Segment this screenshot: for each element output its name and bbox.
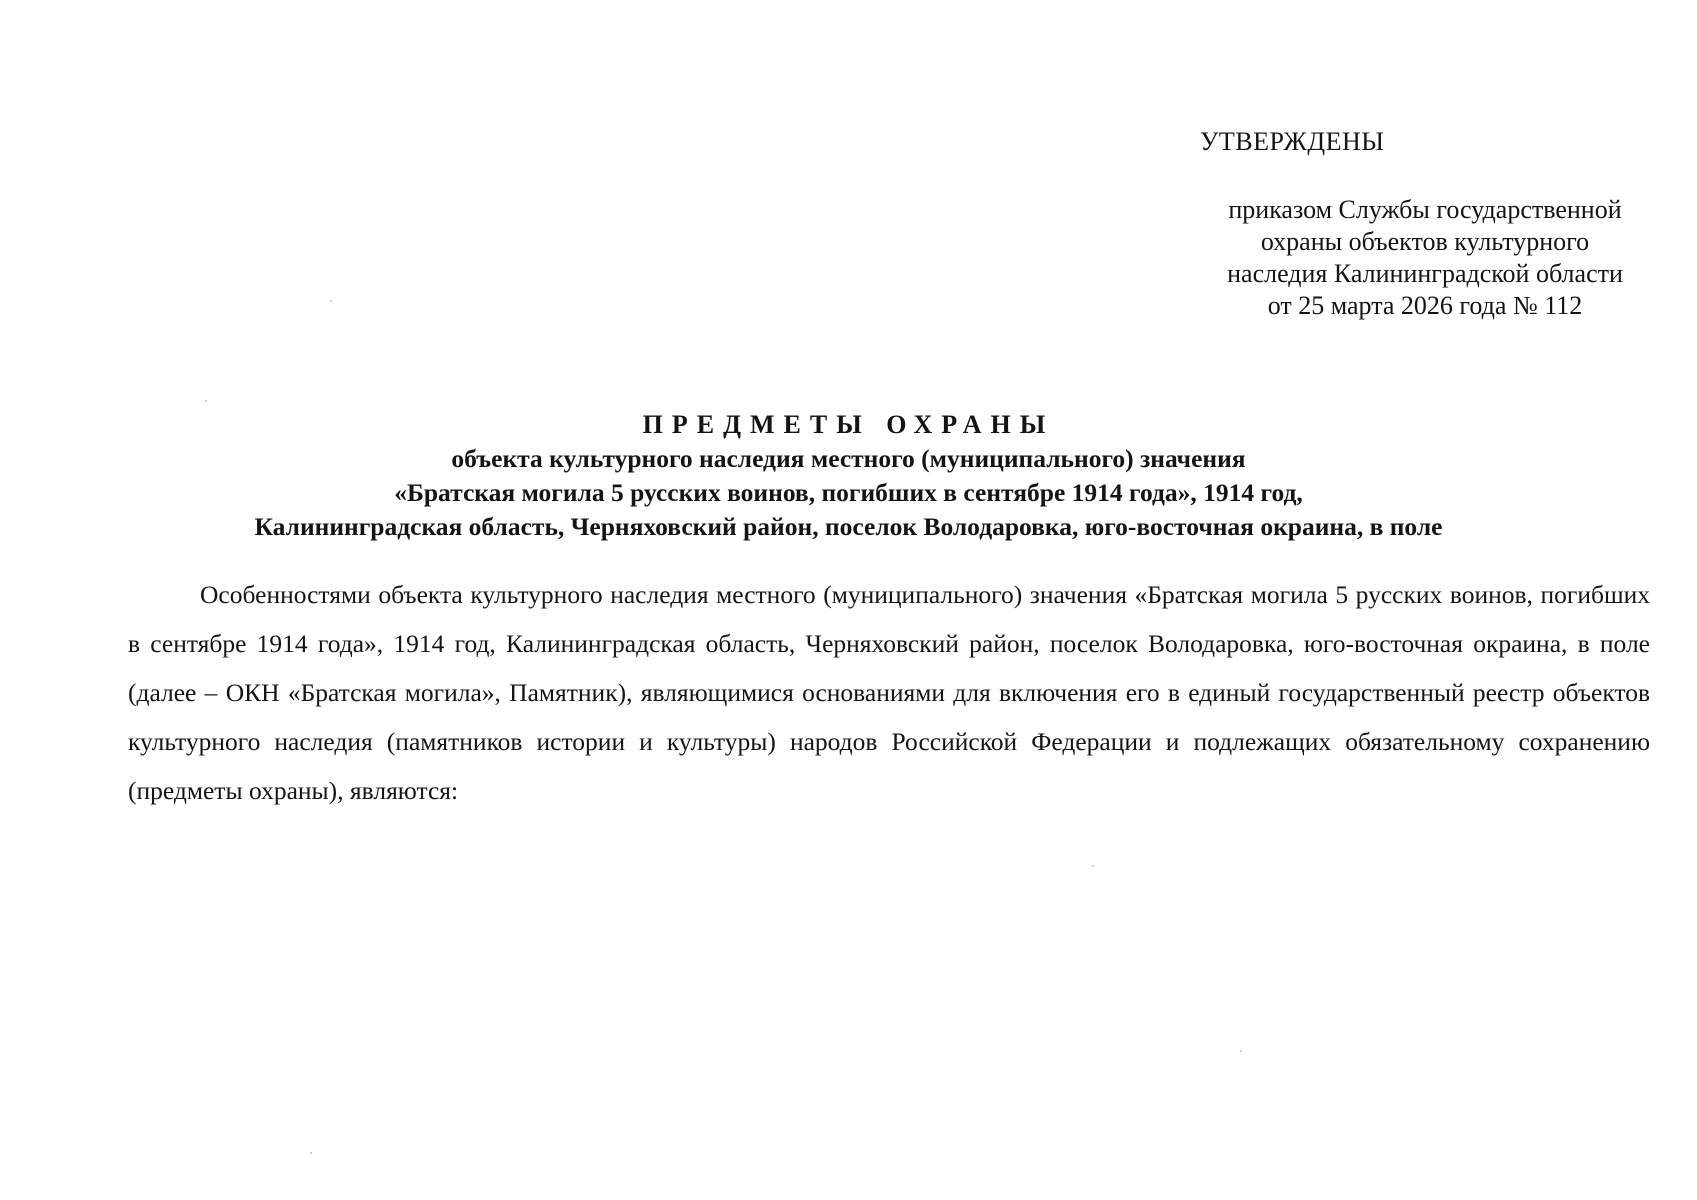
approval-stamp: УТВЕРЖДЕНЫ bbox=[1200, 127, 1385, 156]
approval-details bbox=[1160, 194, 1690, 322]
approval-line-order: приказом Службы государственной bbox=[1228, 195, 1622, 224]
document-title: ПРЕДМЕТЫ ОХРАНЫ bbox=[642, 410, 1055, 439]
scan-speck bbox=[330, 300, 332, 302]
approval-line-region: наследия Калининградской области bbox=[1227, 259, 1623, 288]
approval-line-protection: охраны объектов культурного bbox=[1260, 227, 1590, 256]
heading-line-location: Калининградская область, Черняховский район, поселок Володаровка, юго-восточная окраина, в поле bbox=[254, 512, 1443, 541]
body-paragraph: Особенностями объекта культурного наследия местного (муниципального) значения «Братская могила 5 русских воинов, погибших в сентябре 1914 года», 1914 год, Калининградская область, Черняховский район, поселок Володаровка, юго-восточная окраина, в поле (далее – ОКН «Братская могила», Памятник), являющимися основаниями для включения его в единый государственный реестр объектов культурного наследия (памятников истории и культуры) народов Российской Федерации и подлежащих обязательному сохранению (предметы охраны), являются: bbox=[128, 580, 1650, 805]
scan-speck bbox=[1092, 865, 1094, 867]
scan-speck bbox=[205, 400, 207, 402]
document-heading bbox=[0, 408, 1697, 544]
heading-line-object: объекта культурного наследия местного (муниципального) значения bbox=[451, 444, 1246, 473]
heading-line-name: «Братская могила 5 русских воинов, погибших в сентябре 1914 года», 1914 год, bbox=[394, 478, 1303, 507]
approval-line-date: от 25 марта 2026 года № 112 bbox=[1267, 291, 1583, 320]
scan-speck bbox=[1240, 1050, 1242, 1052]
scan-speck bbox=[310, 1152, 312, 1154]
